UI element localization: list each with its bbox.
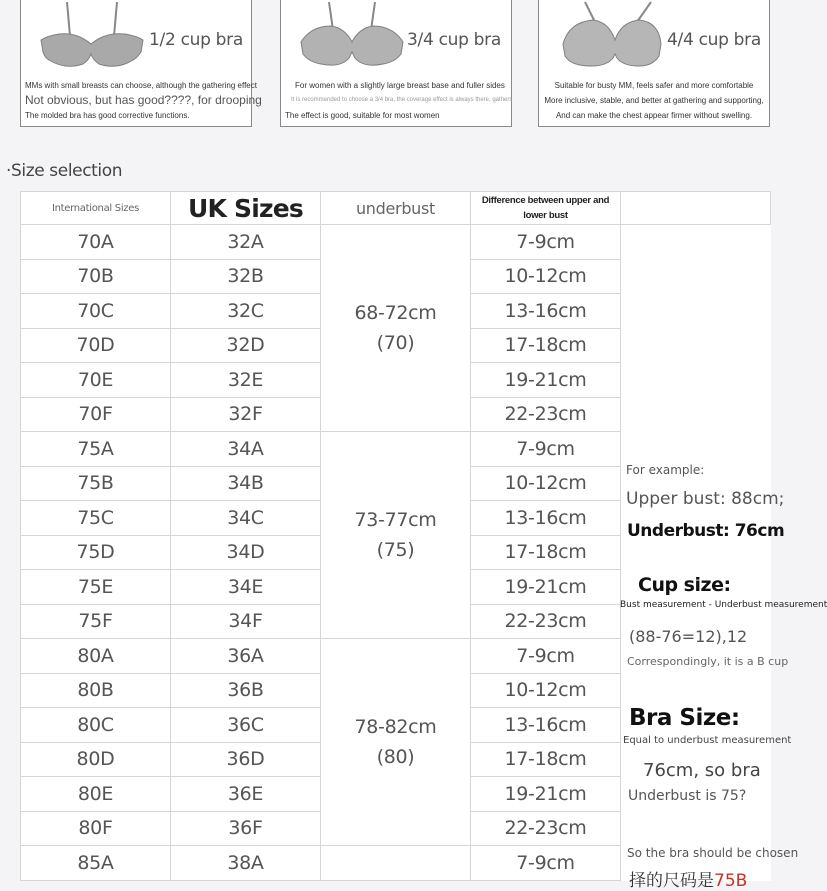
- cell-international-size: 70F: [21, 397, 171, 432]
- cup-card-description: [25, 78, 262, 123]
- cell-bust-difference: 19-21cm: [471, 570, 621, 605]
- underbust-range: 78-82cm: [354, 716, 437, 738]
- cell-international-size: 70A: [21, 225, 171, 260]
- cell-international-size: 70E: [21, 363, 171, 398]
- cup-card-line: Not obvious, but has good????, for drooping: [25, 93, 262, 107]
- bra-choice-label: So the bra should be chosen: [627, 846, 799, 860]
- cell-uk-size: 32B: [171, 259, 321, 294]
- cell-bust-difference: 13-16cm: [471, 501, 621, 536]
- full-cup-bra-icon: [555, 0, 665, 70]
- half-cup-bra-icon: [37, 0, 147, 70]
- cell-uk-size: 36F: [171, 811, 321, 846]
- cup-card-line: MMs with small breasts can choose, although the gathering effect: [25, 81, 257, 90]
- example-for-label: For example:: [626, 463, 705, 477]
- example-upper-bust: Upper bust: 88cm;: [626, 489, 785, 509]
- cell-uk-size: 36D: [171, 742, 321, 777]
- cup-card-description: [543, 78, 765, 123]
- cell-underbust-range: [321, 846, 471, 881]
- cell-uk-size: 36B: [171, 673, 321, 708]
- cell-international-size: 70D: [21, 328, 171, 363]
- header-difference: Difference between upper and lower bust: [471, 192, 621, 225]
- cell-bust-difference: 22-23cm: [471, 604, 621, 639]
- cell-uk-size: 32A: [171, 225, 321, 260]
- cell-international-size: 80E: [21, 777, 171, 812]
- cup-card-line: And can make the chest appear firmer without swelling.: [555, 111, 753, 120]
- cell-bust-difference: 13-16cm: [471, 294, 621, 329]
- underbust-code: (75): [376, 539, 415, 561]
- cell-international-size: 70B: [21, 259, 171, 294]
- cell-bust-difference: 7-9cm: [471, 639, 621, 674]
- cell-uk-size: 32E: [171, 363, 321, 398]
- cell-bust-difference: 17-18cm: [471, 328, 621, 363]
- cell-bust-difference: 17-18cm: [471, 742, 621, 777]
- cell-uk-size: 34D: [171, 535, 321, 570]
- cell-international-size: 80D: [21, 742, 171, 777]
- section-heading: ·Size selection: [6, 161, 123, 181]
- bra-choice-result: [629, 866, 747, 891]
- cell-international-size: 75C: [21, 501, 171, 536]
- cell-international-size: 75F: [21, 604, 171, 639]
- cell-international-size: 80F: [21, 811, 171, 846]
- bra-size-heading: Bra Size:: [629, 705, 740, 731]
- header-uk-sizes: UK Sizes: [171, 192, 321, 225]
- cell-bust-difference: 13-16cm: [471, 708, 621, 743]
- cell-uk-size: 32F: [171, 397, 321, 432]
- cup-card-title: 4/4 cup bra: [667, 30, 761, 50]
- cell-uk-size: 36A: [171, 639, 321, 674]
- cell-bust-difference: 7-9cm: [471, 846, 621, 881]
- cell-bust-difference: 10-12cm: [471, 466, 621, 501]
- cell-international-size: 80B: [21, 673, 171, 708]
- example-panel: [620, 191, 827, 891]
- cell-international-size: 75B: [21, 466, 171, 501]
- cell-international-size: 75D: [21, 535, 171, 570]
- cell-uk-size: 32D: [171, 328, 321, 363]
- cup-size-heading: Cup size:: [638, 574, 731, 596]
- cell-international-size: 75E: [21, 570, 171, 605]
- cell-uk-size: 34B: [171, 466, 321, 501]
- cell-uk-size: 32C: [171, 294, 321, 329]
- cup-type-cards: [0, 0, 790, 130]
- cup-size-formula: Bust measurement - Underbust measurement: [620, 600, 827, 610]
- cell-uk-size: 38A: [171, 846, 321, 881]
- cup-card-half: [20, 0, 262, 127]
- cup-card-line: It is recommended to choose a 3/4 bra, the coverage effect is always there, gathers: [291, 97, 513, 103]
- cell-international-size: 70C: [21, 294, 171, 329]
- cell-international-size: 80C: [21, 708, 171, 743]
- header-underbust: underbust: [321, 192, 471, 225]
- underbust-code: (80): [376, 746, 415, 768]
- cell-international-size: 85A: [21, 846, 171, 881]
- cup-card-line: Suitable for busty MM, feels safer and more comfortable: [554, 81, 754, 90]
- cell-underbust-range: [321, 225, 471, 432]
- cell-bust-difference: 19-21cm: [471, 363, 621, 398]
- cup-size-calculation: (88-76=12),12: [629, 627, 748, 646]
- cell-bust-difference: 10-12cm: [471, 259, 621, 294]
- underbust-range: 68-72cm: [354, 302, 437, 324]
- bra-choice-prefix: 择的尺码是: [629, 871, 714, 891]
- cell-underbust-range: [321, 432, 471, 639]
- cell-bust-difference: 17-18cm: [471, 535, 621, 570]
- cell-bust-difference: 19-21cm: [471, 777, 621, 812]
- three-quarter-cup-bra-icon: [297, 0, 407, 70]
- example-underbust: Underbust: 76cm: [627, 521, 785, 541]
- underbust-code: (70): [376, 332, 415, 354]
- cup-card-line: The effect is good, suitable for most women: [285, 111, 440, 120]
- cell-bust-difference: 22-23cm: [471, 811, 621, 846]
- header-international-sizes: International Sizes: [21, 192, 171, 225]
- cell-uk-size: 34A: [171, 432, 321, 467]
- cup-card-line: The molded bra has good corrective functions.: [25, 111, 190, 120]
- cell-international-size: 80A: [21, 639, 171, 674]
- cup-card-title: 1/2 cup bra: [149, 30, 243, 50]
- bra-choice-size: 75B: [714, 871, 748, 891]
- underbust-range: 73-77cm: [354, 509, 437, 531]
- cell-uk-size: 36C: [171, 708, 321, 743]
- cup-size-result: Correspondingly, it is a B cup: [627, 655, 789, 668]
- cell-international-size: 75A: [21, 432, 171, 467]
- cup-card-title: 3/4 cup bra: [407, 30, 501, 50]
- cell-uk-size: 36E: [171, 777, 321, 812]
- cell-bust-difference: 22-23cm: [471, 397, 621, 432]
- cell-uk-size: 34C: [171, 501, 321, 536]
- bra-size-rule: Equal to underbust measurement: [623, 735, 792, 746]
- cell-bust-difference: 7-9cm: [471, 225, 621, 260]
- cell-underbust-range: [321, 639, 471, 846]
- cup-card-line: More inclusive, stable, and better at gathering and supporting,: [544, 96, 764, 105]
- cup-card-description: [285, 78, 513, 123]
- cell-uk-size: 34F: [171, 604, 321, 639]
- cell-uk-size: 34E: [171, 570, 321, 605]
- bra-size-measurement: 76cm, so bra: [643, 760, 761, 781]
- cup-card-line: For women with a slightly large breast base and fuller sides: [295, 81, 505, 90]
- cup-card-three-quarter: [280, 0, 512, 127]
- cell-bust-difference: 10-12cm: [471, 673, 621, 708]
- cell-bust-difference: 7-9cm: [471, 432, 621, 467]
- bra-size-underbust: Underbust is 75?: [628, 788, 747, 804]
- cup-card-full: [538, 0, 770, 127]
